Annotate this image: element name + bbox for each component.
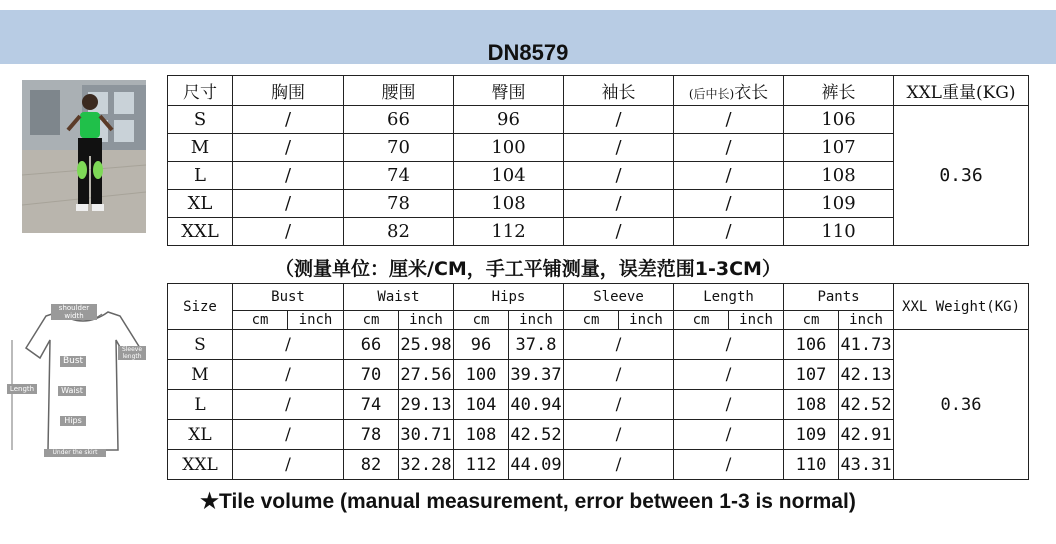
- waist-cell: 74: [344, 162, 454, 190]
- table-header-row: [168, 76, 1029, 106]
- weight-cell: 0.36: [894, 330, 1029, 480]
- measurement-diagram: [6, 300, 156, 465]
- sleeve-cell: /: [564, 218, 674, 246]
- bust-cell: /: [233, 218, 344, 246]
- length-cell: /: [674, 190, 784, 218]
- size-cell: L: [168, 162, 233, 190]
- header-waist: Waist: [344, 284, 454, 311]
- waist-cm-cell: 70: [344, 360, 399, 390]
- sleeve-cell: /: [564, 190, 674, 218]
- pants-cell: 108: [784, 162, 894, 190]
- pants-cm-cell: 107: [784, 360, 839, 390]
- size-table-en: [167, 283, 1029, 480]
- bust-cell: /: [233, 134, 344, 162]
- table-row: [168, 106, 1029, 134]
- length-cell: /: [674, 360, 784, 390]
- table-row: [168, 330, 1029, 360]
- waist-cm-cell: 82: [344, 450, 399, 480]
- pants-cell: 110: [784, 218, 894, 246]
- unit-inch: inch: [288, 311, 344, 330]
- size-cell: XXL: [168, 450, 233, 480]
- dress-outline: [26, 312, 140, 450]
- header-sleeve: 袖长: [564, 76, 674, 106]
- header-size: Size: [168, 284, 233, 330]
- sleeve-label: Sleeve length: [118, 346, 146, 360]
- unit-cm: cm: [564, 311, 619, 330]
- bust-label: Bust: [60, 356, 86, 367]
- hips-cm-cell: 104: [454, 390, 509, 420]
- waist-inch-cell: 30.71: [399, 420, 454, 450]
- pants-cm-cell: 106: [784, 330, 839, 360]
- waist-cm-cell: 74: [344, 390, 399, 420]
- unit-cm: cm: [233, 311, 288, 330]
- sleeve-cell: /: [564, 450, 674, 480]
- hips-inch-cell: 40.94: [509, 390, 564, 420]
- sleeve-cell: /: [564, 420, 674, 450]
- sleeve-cell: /: [564, 390, 674, 420]
- length-cell: /: [674, 106, 784, 134]
- measurement-note-cn: （测量单位：厘米/CM，手工平铺测量，误差范围1-3CM）: [275, 258, 781, 280]
- waist-inch-cell: 25.98: [399, 330, 454, 360]
- hips-cm-cell: 96: [454, 330, 509, 360]
- hem-label: Under the skirt: [44, 449, 106, 457]
- pants-cm-cell: 110: [784, 450, 839, 480]
- length-cell: /: [674, 134, 784, 162]
- pants-cell: 107: [784, 134, 894, 162]
- pants-cell: 109: [784, 190, 894, 218]
- waist-label: Waist: [58, 386, 86, 396]
- unit-cm: cm: [674, 311, 729, 330]
- header-sleeve: Sleeve: [564, 284, 674, 311]
- length-cell: /: [674, 218, 784, 246]
- length-label: Length: [7, 384, 37, 394]
- shoulder-label: shoulder width: [51, 304, 97, 320]
- length-cell: /: [674, 330, 784, 360]
- pants-cm-cell: 108: [784, 390, 839, 420]
- header-length-prefix: (后中长): [688, 87, 735, 101]
- waist-inch-cell: 29.13: [399, 390, 454, 420]
- header-length: Length: [674, 284, 784, 311]
- bust-cell: /: [233, 106, 344, 134]
- size-cell: M: [168, 360, 233, 390]
- header-pants: Pants: [784, 284, 894, 311]
- unit-cm: cm: [784, 311, 839, 330]
- hips-cell: 100: [454, 134, 564, 162]
- bust-cell: /: [233, 360, 344, 390]
- unit-inch: inch: [729, 311, 784, 330]
- hips-cm-cell: 108: [454, 420, 509, 450]
- header-bust: 胸围: [233, 76, 344, 106]
- pants-inch-cell: 42.13: [839, 360, 894, 390]
- waist-cell: 78: [344, 190, 454, 218]
- length-cell: /: [674, 420, 784, 450]
- table-header-row: [168, 284, 1029, 311]
- pants-cm-cell: 109: [784, 420, 839, 450]
- waist-cell: 70: [344, 134, 454, 162]
- unit-inch: inch: [839, 311, 894, 330]
- header-weight: XXL重量(KG): [894, 76, 1029, 106]
- measurement-note-en: ★Tile volume (manual measurement, error between 1-3 is normal): [200, 490, 856, 513]
- bust-cell: /: [233, 420, 344, 450]
- header-waist: 腰围: [344, 76, 454, 106]
- waist-cell: 82: [344, 218, 454, 246]
- header-length: [674, 76, 784, 106]
- sleeve-cell: /: [564, 360, 674, 390]
- header-bust: Bust: [233, 284, 344, 311]
- hips-cm-cell: 100: [454, 360, 509, 390]
- sleeve-cell: /: [564, 106, 674, 134]
- size-cell: XL: [168, 420, 233, 450]
- pants-cell: 106: [784, 106, 894, 134]
- product-code: DN8579: [487, 40, 569, 65]
- header-hips: 臀围: [454, 76, 564, 106]
- size-cell: L: [168, 390, 233, 420]
- header-pants: 裤长: [784, 76, 894, 106]
- product-photo: [22, 80, 146, 233]
- hips-inch-cell: 39.37: [509, 360, 564, 390]
- waist-cm-cell: 78: [344, 420, 399, 450]
- hips-cm-cell: 112: [454, 450, 509, 480]
- length-cell: /: [674, 390, 784, 420]
- pants-inch-cell: 42.91: [839, 420, 894, 450]
- header-hips: Hips: [454, 284, 564, 311]
- size-table-cn: [167, 75, 1029, 246]
- size-cell: M: [168, 134, 233, 162]
- waist-cm-cell: 66: [344, 330, 399, 360]
- sleeve-cell: /: [564, 162, 674, 190]
- hips-inch-cell: 37.8: [509, 330, 564, 360]
- bust-cell: /: [233, 190, 344, 218]
- hips-cell: 104: [454, 162, 564, 190]
- bust-cell: /: [233, 450, 344, 480]
- hips-cell: 96: [454, 106, 564, 134]
- header-size: 尺寸: [168, 76, 233, 106]
- weight-cell: 0.36: [894, 106, 1029, 246]
- bust-cell: /: [233, 330, 344, 360]
- header-length-label: 衣长: [734, 83, 769, 103]
- sleeve-cell: /: [564, 134, 674, 162]
- pants-inch-cell: 43.31: [839, 450, 894, 480]
- size-cell: XL: [168, 190, 233, 218]
- bust-cell: /: [233, 390, 344, 420]
- unit-cm: cm: [454, 311, 509, 330]
- hips-inch-cell: 44.09: [509, 450, 564, 480]
- unit-cm: cm: [344, 311, 399, 330]
- sleeve-cell: /: [564, 330, 674, 360]
- hips-cell: 112: [454, 218, 564, 246]
- unit-inch: inch: [399, 311, 454, 330]
- waist-inch-cell: 32.28: [399, 450, 454, 480]
- size-cell: XXL: [168, 218, 233, 246]
- hips-label: Hips: [60, 416, 86, 426]
- hips-inch-cell: 42.52: [509, 420, 564, 450]
- hips-cell: 108: [454, 190, 564, 218]
- pants-inch-cell: 42.52: [839, 390, 894, 420]
- bust-cell: /: [233, 162, 344, 190]
- waist-inch-cell: 27.56: [399, 360, 454, 390]
- unit-inch: inch: [619, 311, 674, 330]
- unit-inch: inch: [509, 311, 564, 330]
- size-cell: S: [168, 106, 233, 134]
- header-weight: XXL Weight(KG): [894, 284, 1029, 330]
- length-cell: /: [674, 162, 784, 190]
- length-cell: /: [674, 450, 784, 480]
- size-cell: S: [168, 330, 233, 360]
- waist-cell: 66: [344, 106, 454, 134]
- pants-inch-cell: 41.73: [839, 330, 894, 360]
